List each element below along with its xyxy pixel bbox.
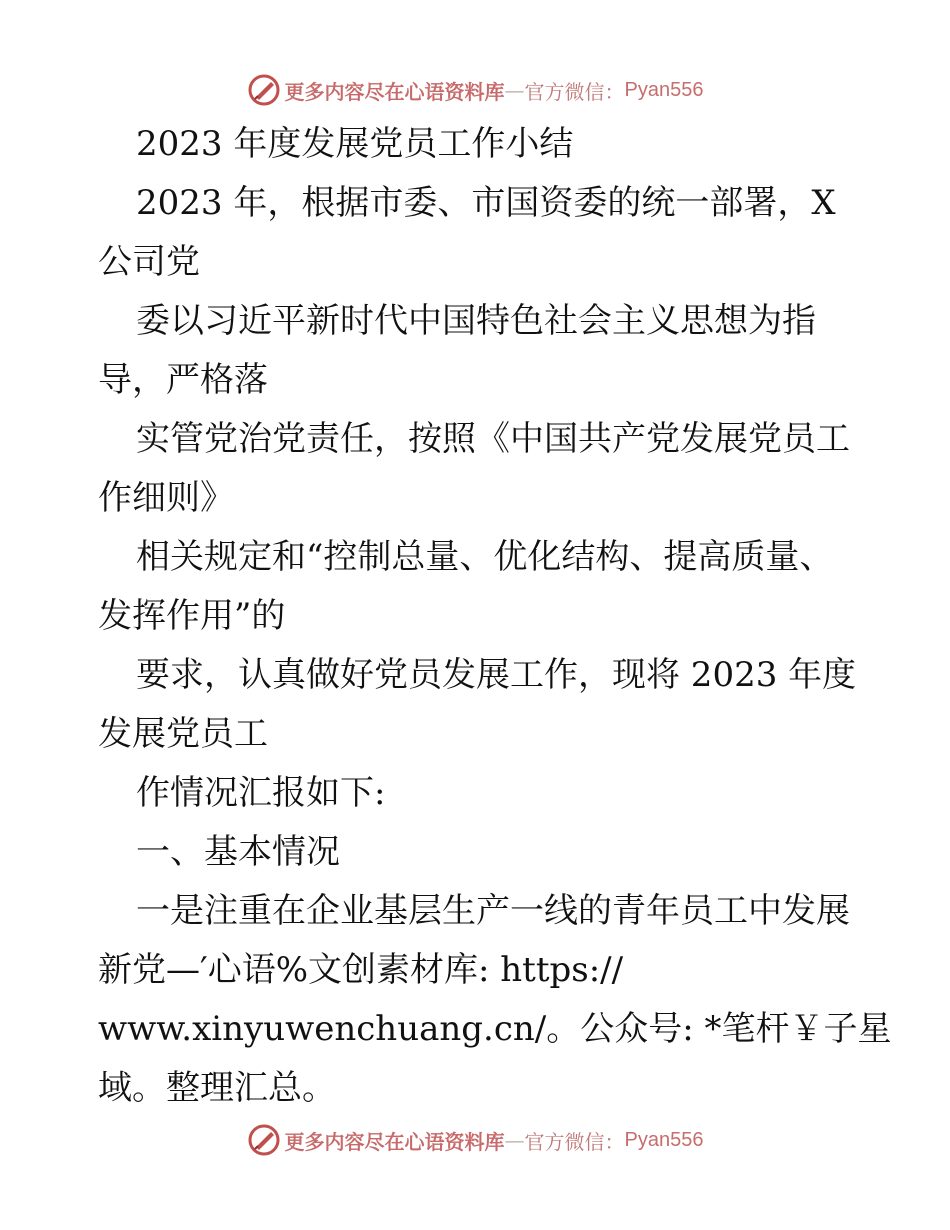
paragraph-line: 委以习近平新时代中国特色社会主义思想为指 xyxy=(136,301,816,341)
paragraph-line: 实管党治党责任，按照《中国共产党发展党员工 xyxy=(136,419,850,459)
quill-seal-icon xyxy=(247,73,281,107)
paragraph-line: 发展党员工 xyxy=(98,714,268,754)
paragraph-line: 新党—′心语%文创素材库: https:// xyxy=(98,950,624,990)
document-title: 2023 年度发展党员工作小结 xyxy=(136,124,574,164)
paragraph-line: 导，严格落 xyxy=(98,360,268,400)
paragraph-line: 相关规定和“控制总量、优化结构、提高质量、 xyxy=(136,537,834,577)
document-body xyxy=(98,115,892,1118)
banner-brand-text: 更多内容尽在心语资料库 xyxy=(284,1129,505,1154)
footer-banner xyxy=(0,1120,950,1160)
banner-brand-text: 更多内容尽在心语资料库 xyxy=(284,79,505,104)
banner-wechat-label: 官方微信： xyxy=(524,1129,625,1154)
quill-seal-icon xyxy=(247,1123,281,1157)
banner-wechat-id: Pyan556 xyxy=(624,78,704,101)
banner-separator: — xyxy=(504,78,525,102)
banner-separator: — xyxy=(504,1128,525,1152)
banner-wechat-id: Pyan556 xyxy=(624,1128,704,1151)
paragraph-line: www.xinyuwenchuang.cn/。公众号: *笔杆￥子星 xyxy=(98,1009,892,1049)
paragraph-line: 要求，认真做好党员发展工作，现将 2023 年度 xyxy=(136,655,857,695)
paragraph-line: 2023 年，根据市委、市国资委的统一部署，X xyxy=(136,183,836,223)
section-heading: 一、基本情况 xyxy=(136,832,340,872)
paragraph-line: 作情况汇报如下: xyxy=(136,773,386,813)
header-banner xyxy=(0,70,950,110)
paragraph-line: 一是注重在企业基层生产一线的青年员工中发展 xyxy=(136,891,850,931)
paragraph-line: 域。整理汇总。 xyxy=(98,1068,336,1108)
paragraph-line: 发挥作用”的 xyxy=(98,596,286,636)
banner-wechat-label: 官方微信： xyxy=(524,79,625,104)
paragraph-line: 作细则》 xyxy=(98,478,234,518)
paragraph-line: 公司党 xyxy=(98,242,200,282)
